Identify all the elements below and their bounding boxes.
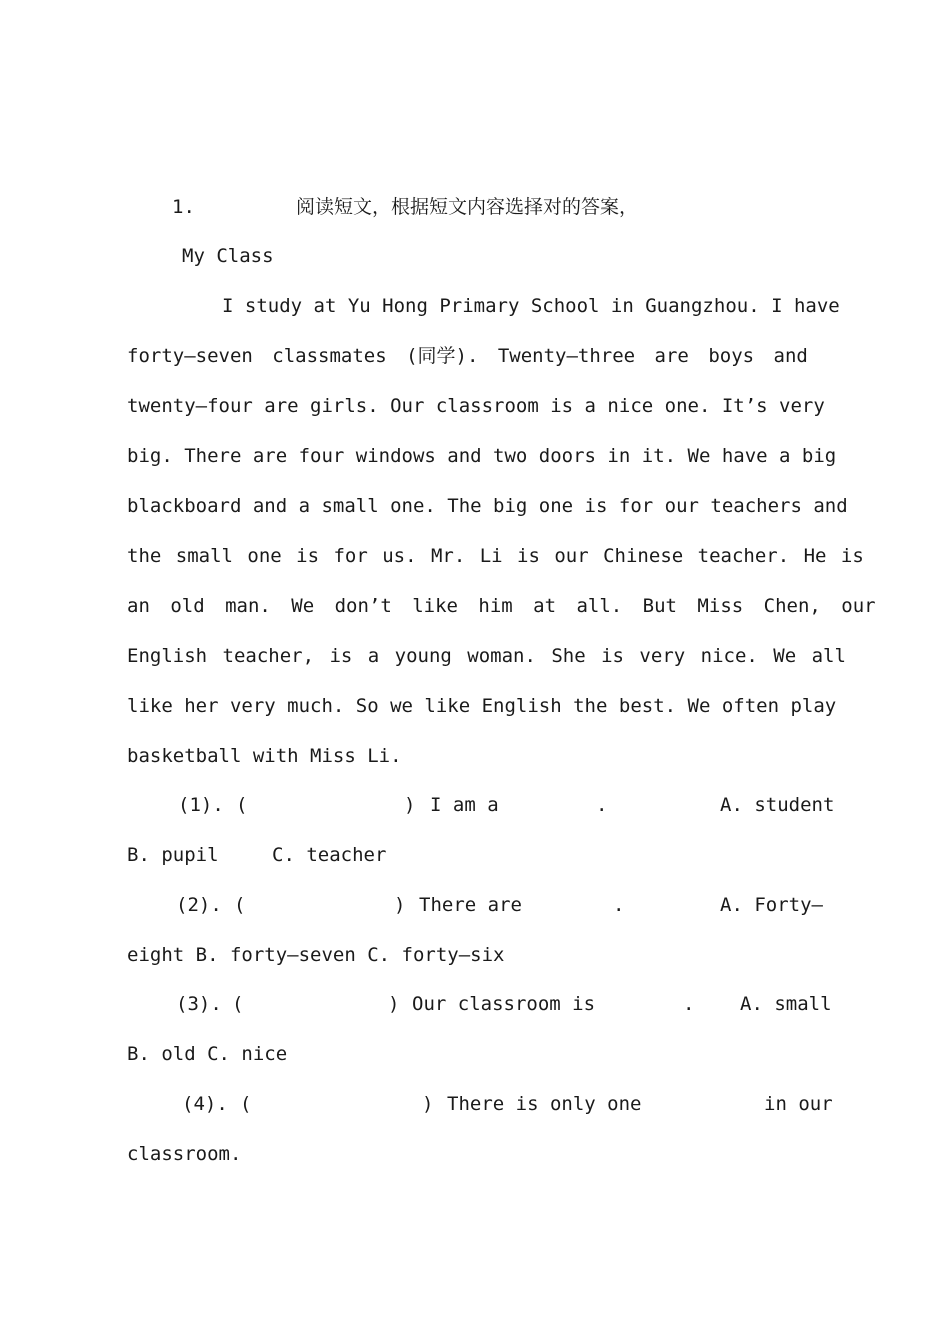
answer-paren-close: ) [394,894,406,916]
passage-line: like her very much. So we like English the best. We often play [127,695,837,717]
item-blank-dot: . [683,993,695,1015]
option-b: B. pupil [127,844,219,866]
answer-paren-open: ( [234,894,246,916]
item-continued: classroom. [127,1143,242,1165]
passage-line: big. There are four windows and two doors in it. We have a big [127,445,837,467]
item-stem: I am a [430,794,499,816]
answer-paren-open: ( [240,1093,252,1115]
options-continued: eight B. forty—seven C. forty—six [127,944,505,966]
item-stem: There is only one [447,1093,642,1115]
passage-line: I study at Yu Hong Primary School in Guangzhou. I have [222,295,840,317]
item-number: (4). [182,1093,228,1115]
passage-line: English teacher, is a young woman. She is very nice. We all [127,645,846,667]
answer-paren-open: ( [236,794,248,816]
passage-line: twenty—four are girls. Our classroom is a nice one. It’s very [127,395,825,417]
answer-paren-close: ) [404,794,416,816]
passage-line: the small one is for us. Mr. Li is our Chinese teacher. He is [127,545,864,567]
question-instruction: 阅读短文，根据短文内容选择对的答案， [296,196,639,218]
item-number: (3). [176,993,222,1015]
option-c: C. teacher [272,844,387,866]
option-a: A. small [740,993,832,1015]
answer-paren-close: ) [388,993,400,1015]
passage-line: blackboard and a small one. The big one is for our teachers and [127,495,848,517]
item-tail: in our [764,1093,833,1115]
passage-title: My Class [182,245,274,267]
item-stem: Our classroom is [412,993,596,1015]
answer-paren-close: ) [422,1093,434,1115]
options-continued: B. old C. nice [127,1043,288,1065]
item-number: (2). [176,894,222,916]
passage-line-text: forty—seven classmates (同学). Twenty—three are boys and [127,345,808,367]
question-number: 1. [172,196,195,218]
passage-line: basketball with Miss Li. [127,745,402,767]
option-a: A. Forty— [720,894,823,916]
passage-line [127,343,831,369]
item-number: (1). [178,794,224,816]
option-a: A. student [720,794,835,816]
item-blank-dot: . [596,794,608,816]
item-blank-dot: . [613,894,625,916]
answer-paren-open: ( [232,993,244,1015]
passage-line: an old man. We don’t like him at all. But Miss Chen, our [127,595,876,617]
item-stem: There are [419,894,522,916]
